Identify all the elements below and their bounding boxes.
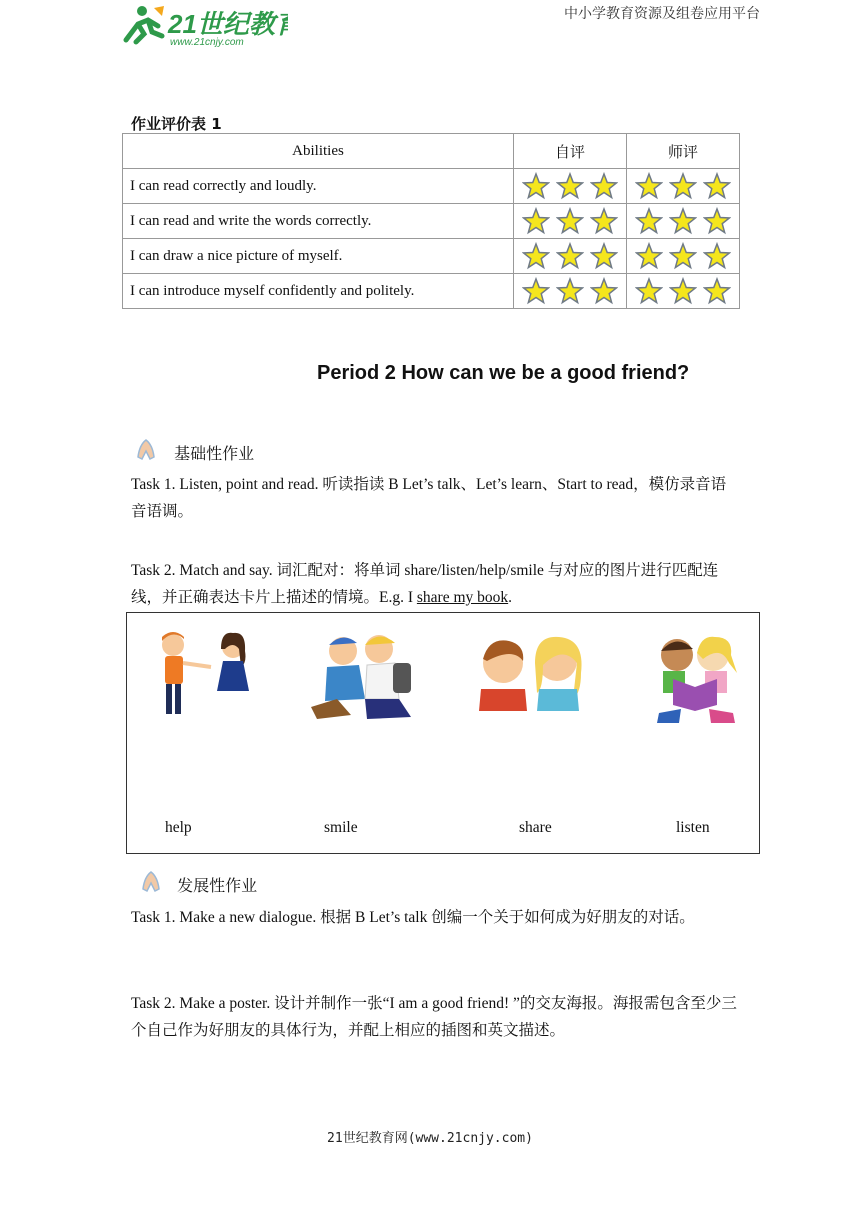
star-icon [703, 242, 731, 270]
table-row [123, 204, 740, 239]
platform-name: 中小学教育资源及组卷应用平台 [564, 6, 760, 22]
extended-task-2: Task 2. Make a poster. 设计并制作一张“I am a good friend! ”的交友海报。海报需包含至少三个自己作为好朋友的具体行为，并配上相应的插图和英文描述。 [131, 995, 737, 1039]
ability-cell: I can introduce myself confidently and politely. [123, 274, 514, 309]
word-help[interactable]: help [165, 819, 192, 836]
word-smile[interactable]: smile [324, 819, 358, 836]
star-icon [669, 242, 697, 270]
logo-text: 21世纪教育 [168, 9, 288, 39]
self-rating-cell [514, 274, 627, 309]
star-icon [590, 207, 618, 235]
site-logo [118, 2, 288, 48]
teacher-rating-cell [627, 169, 740, 204]
evaluation-table [122, 133, 740, 309]
smile-picture [307, 629, 422, 724]
star-icon [635, 207, 663, 235]
star-icon [556, 207, 584, 235]
star-icon [522, 277, 550, 305]
extended-task-1: Task 1. Make a new dialogue. 根据 B Let’s talk 创编一个关于如何成为好朋友的对话。 [131, 909, 695, 926]
teacher-rating-cell [627, 239, 740, 274]
logo-url: www.21cnjy.com [170, 37, 244, 48]
star-icon [590, 277, 618, 305]
star-icon [635, 277, 663, 305]
self-rating-cell [514, 169, 627, 204]
star-icon [590, 242, 618, 270]
star-icon [556, 242, 584, 270]
star-icon [669, 207, 697, 235]
ability-cell: I can draw a nice picture of myself. [123, 239, 514, 274]
teacher-rating-cell [627, 204, 740, 239]
teacher-rating-cell [627, 274, 740, 309]
star-icon [522, 172, 550, 200]
star-icon [556, 277, 584, 305]
self-rating-cell [514, 204, 627, 239]
evaluation-title: 作业评价表 1 [131, 115, 222, 133]
word-listen[interactable]: listen [676, 819, 710, 836]
star-icon [522, 207, 550, 235]
extended-section-heading [138, 869, 257, 899]
help-picture [151, 627, 261, 722]
star-icon [703, 277, 731, 305]
star-icon [669, 277, 697, 305]
self-rating-cell [514, 239, 627, 274]
basic-task-1: Task 1. Listen, point and read. 听读指读 B Let’s talk、Let’s learn、Start to read，模仿录音语音语调。 [131, 476, 727, 520]
star-icon [703, 207, 731, 235]
listen-picture [651, 633, 741, 728]
basic-task-2 [131, 557, 741, 611]
extended-heading-text: 发展性作业 [177, 875, 258, 895]
period-title: Period 2 How can we be a good friend? [317, 362, 690, 384]
runner-icon [126, 6, 164, 42]
table-row [123, 239, 740, 274]
share-picture [473, 633, 588, 718]
star-icon [635, 172, 663, 200]
praying-hands-icon [133, 437, 159, 467]
column-header-abilities: Abilities [123, 134, 514, 169]
column-header-teacher: 师评 [627, 134, 740, 169]
star-icon [703, 172, 731, 200]
basic-section-heading [133, 437, 254, 467]
task2-example: share my book [416, 589, 509, 606]
star-icon [590, 172, 618, 200]
column-header-self: 自评 [514, 134, 627, 169]
ability-cell: I can read correctly and loudly. [123, 169, 514, 204]
table-header-row [123, 134, 740, 169]
table-row [123, 169, 740, 204]
matching-picture-box [126, 612, 760, 854]
basic-heading-text: 基础性作业 [174, 443, 255, 463]
star-icon [522, 242, 550, 270]
table-row [123, 274, 740, 309]
footer-text: 21世纪教育网(www.21cnjy.com) [327, 1131, 533, 1146]
task2-suffix: . [508, 589, 513, 606]
word-share[interactable]: share [519, 819, 552, 836]
praying-hands-icon [138, 869, 164, 899]
star-icon [669, 172, 697, 200]
task2-text: Task 2. Match and say. 词汇配对：将单词 share/listen/help/smile 与对应的图片进行匹配连线，并正确表达卡片上描述的情境。E.g. I [131, 562, 719, 606]
ability-cell: I can read and write the words correctly. [123, 204, 514, 239]
star-icon [635, 242, 663, 270]
star-icon [556, 172, 584, 200]
